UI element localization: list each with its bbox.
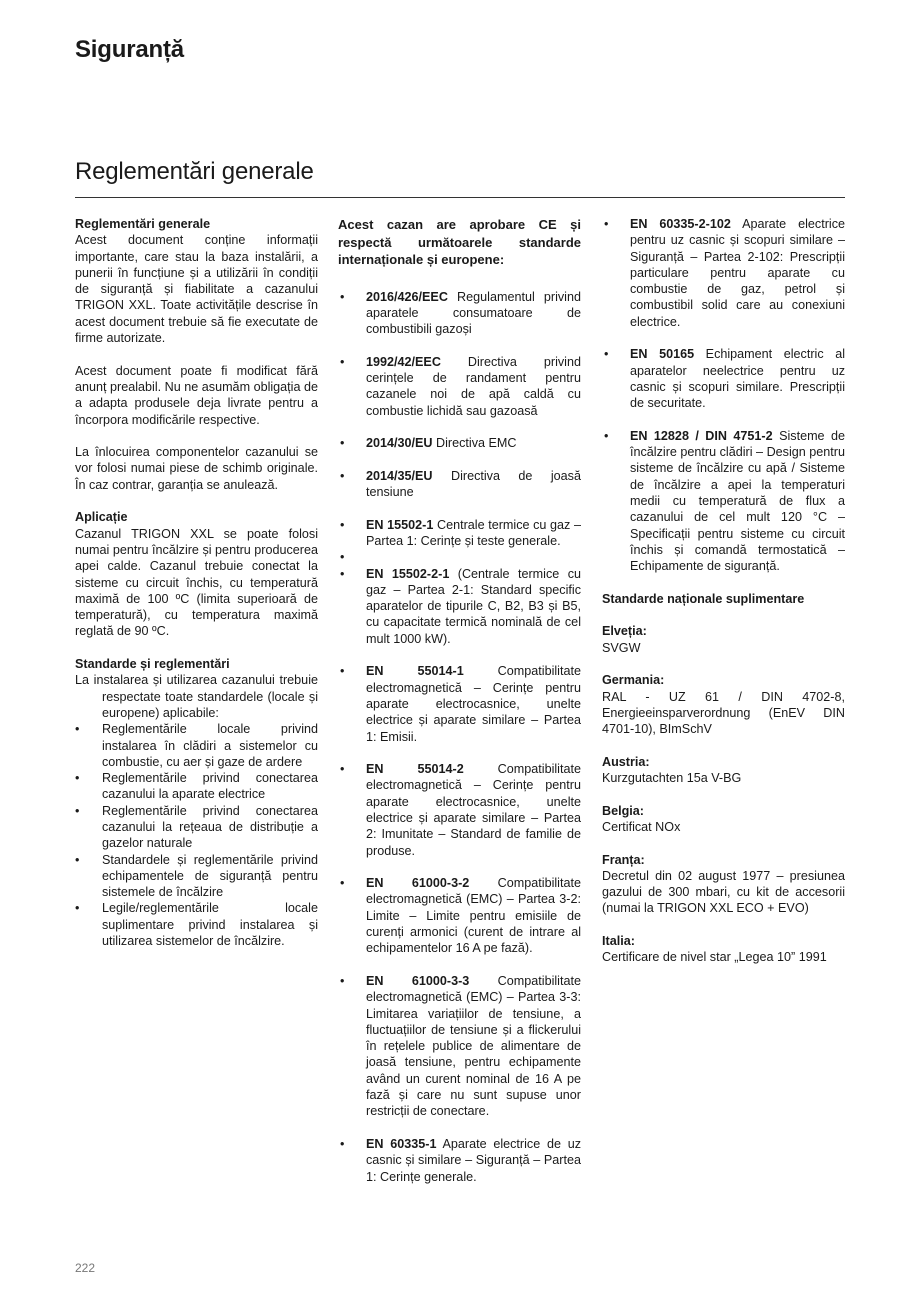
bullet-icon: • [340,289,345,304]
standard-item [338,289,581,338]
country-name: Belgia: [602,803,644,818]
country-entry [602,852,845,917]
text: Reglementările privind conectarea cazanului la rețeaua de distribuție a gazelor naturale [102,803,318,851]
standard-description: Aparate electrice de uz casnic și similare – Siguranță – Partea 1: Cerințe generale. [366,1136,581,1184]
standard-description: Compatibilitate electromagnetică – Cerințe pentru aparate electrocasnice, unelte electrice și aparate similare – Partea 2: Imunitate – Standard de familie de produse. [366,762,581,858]
standard-description: Compatibilitate electromagnetică (EMC) – Partea 3-3: Limitarea variațiilor de tensiune, a fluctuațiilor de tensiune și a flickerului în rețelele publice de alimentare de joasă tensiune, pentru echipamente având un curent nominal de 16 A pe fază și care nu sunt supuse unor restricții de conectare. [366,973,581,1119]
bullet-icon: • [340,354,345,369]
standard-description: Regulamentul privind aparatele consumatoare de combustibili gazoși [366,289,581,337]
text: Acest document conține informații importante, care stau la baza instalării, a punerii în funcțiune și a utilizării în condiții de siguranță și fiabilitate a cazanului TRIGON XXL. Toate activitățile descrise în acest document trebuie să fie executate de firme autorizate. [75,233,318,346]
standard-code: EN 60335-1 [366,1136,437,1151]
standard-code: EN 61000-3-3 [366,973,470,988]
bullet-icon: • [340,973,345,988]
ce-intro: Acest cazan are aprobare CE și respectă următoarele standarde internaționale și europene: [338,217,581,267]
standard-code: 1992/42/EEC [366,354,441,369]
list-item [75,721,318,770]
page-number: 222 [75,1261,96,1275]
country-standards: Kurzgutachten 15a V-BG [602,771,742,786]
country-list [602,623,845,965]
standard-code: EN 61000-3-2 [366,876,470,891]
column-national-standards [602,216,845,982]
paragraph: La instalarea și utilizarea cazanului trebuie respectate toate standardele (locale și europene) aplicabile: [75,673,318,720]
standard-item [338,354,581,419]
standards-section [75,656,318,949]
standard-item [338,517,581,550]
country-standards: SVGW [602,640,641,655]
standard-code: EN 15502-2-1 [366,566,450,581]
standard-code: EN 60335-2-102 [630,217,731,231]
standard-item [338,663,581,744]
text: Cazanul TRIGON XXL se poate folosi numai pentru încălzire și pentru producerea apei calde. Cazanul trebuie conectat la sisteme cu circuit închis, cu temperatură maximă de 100 ºC (limita superioară de temperatură), cu temperatura maximă reglată de 90 ºC. [75,526,318,639]
bullet-icon: • [604,217,609,231]
country-entry [602,803,845,836]
country-entry [602,623,845,656]
standard-item [338,973,581,1120]
paragraph: Acest document poate fi modificat fără anunț prealabil. Nu ne asumăm obligația de a adapta produsele deja livrate pentru a încorpora modificările respective. [75,363,318,427]
standard-description: Sisteme de încălzire pentru clădiri – Design pentru sisteme de încălzire cu apă / Sisteme de încălzire a apei la temperaturi medii cu temperatură de flux a cazanului de cel mult 120 °C – Specificații pentru sisteme cu circuit închis și comandă termostatică – Echipamente de siguranță. [630,428,845,574]
standard-description: Compatibilitate electromagnetică (EMC) – Partea 3-2: Limite – Limite pentru emisiile de curenți armonici (curent de intrare al echipamentelor 16 A pe fază). [366,876,581,956]
standard-code: EN 55014-2 [366,762,464,777]
bullet-icon: • [75,852,80,867]
standard-description: Echipament electric al aparatelor neelectrice pentru uz casnic și scopuri similare. Prescripții de securitate. [630,347,845,411]
country-name: Italia: [602,934,635,949]
bullet-icon: • [340,762,345,777]
standard-code: EN 12828 / DIN 4751-2 [630,428,773,443]
ce-standards-list [338,289,581,1185]
national-standards-heading: Standarde naționale suplimentare [602,591,805,606]
bullet-icon: • [604,347,609,362]
bullet-icon: • [340,468,345,483]
standard-item [602,216,845,330]
subheading-standards: Standarde și reglementări [75,657,230,672]
country-name: Elveția: [602,624,647,639]
bullet-icon: • [75,771,80,786]
standard-code: 2014/30/EU [366,436,433,451]
standard-description: Aparate electrice pentru uz casnic și scopuri similare – Siguranță – Partea 2-102: Prescripții particulare pentru aparate cu combustie de gaz, petrol și combustibil solid care au conexiuni electrice. [630,217,845,329]
country-entry [602,933,845,966]
standard-item [338,566,581,647]
country-name: Germania: [602,673,665,688]
standard-code: EN 55014-1 [366,664,464,679]
column-general [75,216,318,949]
section-divider [75,197,845,198]
bullet-icon: • [75,722,80,737]
bullet-icon: • [75,803,80,818]
bullet-icon: • [604,428,609,443]
country-standards: Certificat NOx [602,819,681,834]
standard-item [338,761,581,859]
list-item [75,770,318,803]
page-title: Siguranță [75,36,184,63]
paragraph: La înlocuirea componentelor cazanului se vor folosi numai piese de schimb originale. În caz contrar, garanția se anulează. [75,445,318,492]
standard-item [338,1136,581,1185]
text: Reglementările privind conectarea cazanului la aparate electrice [102,771,318,802]
standard-item [602,346,845,411]
standard-description: Compatibilitate electromagnetică – Cerințe pentru aparate electrocasnice, unelte electrice și aparate similare – Partea 1: Emisii. [366,664,581,744]
standard-description: (Centrale termice cu gaz – Partea 2-1: Standard specific aparatelor de tipurile C, B2, B3 și B5, cu capacitate termică nominală de cel mult 1000 kW). [366,566,581,646]
standard-item [602,428,845,575]
standard-code: EN 15502-1 [366,517,434,532]
standard-item [338,435,581,451]
text: Standardele și reglementările privind echipamentele de siguranță pentru sistemele de încălzire [102,852,318,900]
bullet-icon: • [340,566,345,581]
country-name: Austria: [602,754,650,769]
list-item [75,803,318,852]
country-standards: Decretul din 02 august 1977 – presiunea gazului de 300 mbari, cu kit de accesorii (numai la TRIGON XXL ECO + EVO) [602,868,845,916]
country-name: Franța: [602,852,645,867]
paragraph-application [75,509,318,639]
country-entry [602,672,845,737]
subheading-application: Aplicație [75,510,128,525]
country-entry [602,754,845,787]
standard-code: 2016/426/EEC [366,289,448,304]
empty-list-item [338,549,581,565]
text: Legile/reglementările locale suplimentare privind instalarea și utilizarea sistemelor de încălzire. [102,901,318,949]
standard-code: EN 50165 [630,347,695,362]
standard-description: Directiva de joasă tensiune [366,468,581,500]
bullet-icon: • [340,436,345,451]
bullet-icon: • [340,876,345,891]
list-item [75,900,318,949]
section-title: Reglementări generale [75,158,314,185]
paragraph-general [75,216,318,346]
standard-code: 2014/35/EU [366,468,433,483]
standard-item [338,468,581,501]
bullet-icon: • [340,1136,345,1151]
standard-description: Centrale termice cu gaz – Partea 1: Cerințe și teste generale. [366,517,581,548]
ce-standards-list-continued [602,216,845,575]
standard-item [338,875,581,956]
country-standards: Certificare de nivel star „Legea 10” 1991 [602,950,827,965]
standard-description: Directiva privind cerințele de randament pentru cazanele noi de apă caldă cu combustie lichidă sau gazoasă [366,354,581,418]
bullet-icon: • [340,664,345,679]
text: Reglementările locale privind instalarea în clădiri a sistemelor cu combustie, cu aer și gaze de ardere [102,722,318,769]
column-ce-standards [338,216,581,1201]
list-item [75,852,318,901]
bullet-icon: • [340,517,345,532]
bullet-icon: • [75,901,80,916]
standard-description: Directiva EMC [432,436,517,451]
country-standards: RAL - UZ 61 / DIN 4702-8, Energieeinsparverordnung (EnEV DIN 4701-10), BImSchV [602,689,845,737]
subheading-general: Reglementări generale [75,217,211,231]
standards-list [75,721,318,949]
bullet-icon: • [340,550,345,565]
